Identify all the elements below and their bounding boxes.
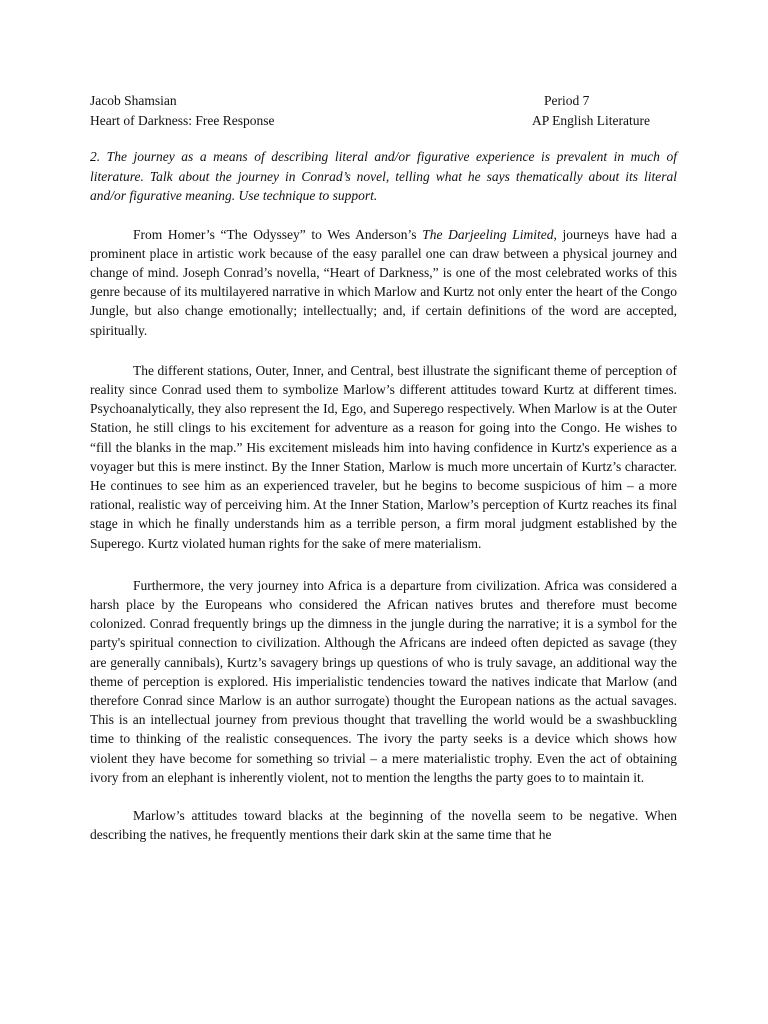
paragraph-3: Furthermore, the very journey into Africa is a departure from civilization. Africa was considered a harsh place by the Europeans who considered the African natives brutes and therefore must become colonized. Conrad frequently brings up the dimness in the jungle during the narrative; it is a symbol for the party's spiritual connection to civilization. Although the Africans are indeed often depicted as savage (they are generally cannibals), Kurtz’s savagery brings up questions of who is truly savage, an additional way the theme of perception is explored. His imperialistic tendencies toward the natives indicate that Marlow (and therefore Conrad since Marlow is an author surrogate) thought the European nations as the actual savages. This is an intellectual journey from previous thought that travelling the world would be a swashbuckling time to thinking of the realistic consequences. The ivory the party seeks is a device which shows how violent they have become for something so trivial – a mere materialistic trophy. Even the act of obtaining ivory from an elephant is inherently violent, not to mention the lengths the party goes to to maintain it. bbox=[90, 577, 677, 785]
essay-prompt: 2. The journey as a means of describing literal and/or figurative experience is prevalent in much of literature. Talk about the journey in Conrad’s novel, telling what he says thematically about its literal and/or figurative meaning. Use technique to support. bbox=[90, 149, 677, 203]
paragraph-1-body: , journeys have had a prominent place in artistic work because of the easy parallel one can draw between a physical journey and change of mind. Joseph Conrad’s novella, “Heart of Darkness,” is one of the most celebrated works of this genre because of its multilayered narrative in which Marlow and Kurtz not only enter the heart of the Congo Jungle, but also change emotionally; intellectually; and, if certain definitions of the word are accepted, spiritually. bbox=[90, 226, 677, 338]
assignment-title: Heart of Darkness: Free Response bbox=[90, 112, 275, 128]
header-row-1 bbox=[90, 91, 677, 111]
paragraph-4: Marlow’s attitudes toward blacks at the beginning of the novella seem to be negative. When describing the natives, he frequently mentions their dark skin at the same time that he bbox=[90, 807, 677, 843]
class-period: Period 7 bbox=[544, 93, 590, 108]
header-row-2 bbox=[90, 111, 677, 131]
paragraph-1-intro: From Homer’s “The Odyssey” to Wes Anderson’s bbox=[133, 226, 423, 242]
paragraph-2: The different stations, Outer, Inner, and Central, best illustrate the significant theme of perception of reality since Conrad used them to symbolize Marlow’s different attitudes toward Kurtz at different times. Psychoanalytically, they also represent the Id, Ego, and Superego respectively. When Marlow is at the Outer Station, he still clings to his excitement for adventure as a reason for going into the Congo. He wishes to “fill the blanks in the map.” His excitement misleads him into having confidence in Kurtz's experience as a voyager but this is mere instinct. By the Inner Station, Marlow is much more uncertain of Kurtz’s character. He continues to see him as an experienced traveler, but he begins to become suspicious of him – a more rational, realistic way of perceiving him. At the Inner Station, Marlow’s perception of Kurtz reaches its final stage in which he finally understands him as a terrible person, a firm moral judgment established by the Superego. Kurtz violated human rights for the sake of mere materialism. bbox=[90, 362, 677, 551]
course-name: AP English Literature bbox=[532, 112, 650, 128]
paragraph-1 bbox=[90, 225, 677, 340]
author-name: Jacob Shamsian bbox=[90, 93, 177, 108]
document-page bbox=[90, 91, 677, 844]
film-title: The Darjeeling Limited bbox=[422, 226, 554, 242]
